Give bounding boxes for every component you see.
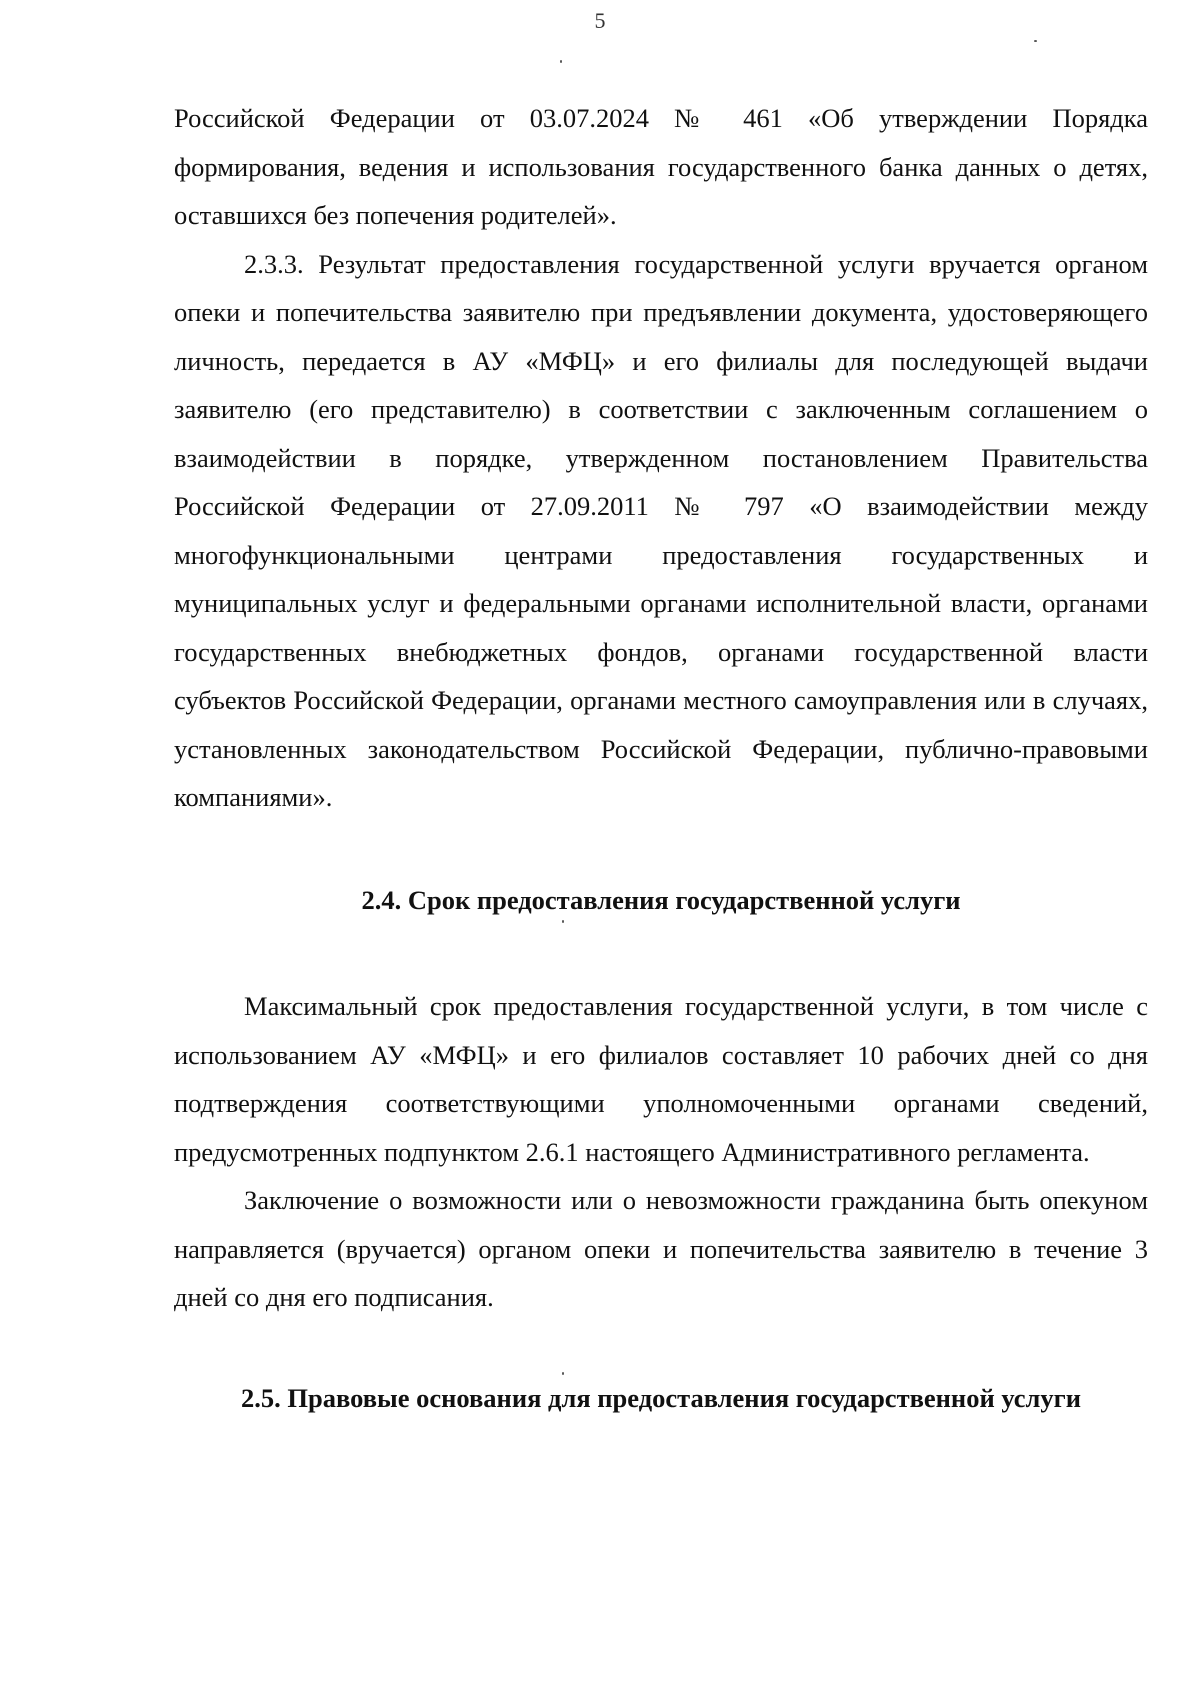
paragraph-continuation: Российской Федерации от 03.07.2024 № 461 «Об утверждении Порядка формирования, ведения и использования государственного банка данных о детях, оставшихся без попечения родителей». xyxy=(174,103,1148,230)
scan-speck xyxy=(1034,40,1037,42)
section-heading-2-4: 2.4. Срок предоставления государственной услуги xyxy=(361,884,961,915)
section-heading-2-5: 2.5. Правовые основания для предоставления государственной услуги xyxy=(241,1382,1081,1413)
scan-speck xyxy=(560,60,562,63)
paragraph-2-3-3: 2.3.3. Результат предоставления государственной услуги вручается органом опеки и попечительства заявителю при предъявлении документа, удостоверяющего личность, передается в АУ «МФЦ» и его филиалы для последующей выдачи заявителю (его представителю) в соответствии с заключенным соглашением о взаимодействии в порядке, утвержденном постановлением Правительства Российской Федерации от 27.09.2011 № 797 «О взаимодействии между многофункциональными центрами предоставления государственных и муниципальных услуг и федеральными органами исполнительной власти, органами государственных внебюджетных фондов, органами государственной власти субъектов Российской Федерации, органами местного самоуправления или в случаях, установленных законодательством Российской Федерации, публично-правовыми компаниями». xyxy=(174,248,1148,812)
page-number: 5 xyxy=(594,8,606,33)
paragraph-max-term: Максимальный срок предоставления государственной услуги, в том числе с использованием АУ «МФЦ» и его филиалов составляет 10 рабочих дней со дня подтверждения соответствующими уполномоченными органами сведений, предусмотренных подпунктом 2.6.1 настоящего Административного регламента. xyxy=(174,991,1148,1167)
paragraph-conclusion: Заключение о возможности или о невозможности гражданина быть опекуном направляется (вручается) органом опеки и попечительства заявителю в течение 3 дней со дня его подписания. xyxy=(174,1185,1148,1312)
document-body xyxy=(174,94,1148,1422)
